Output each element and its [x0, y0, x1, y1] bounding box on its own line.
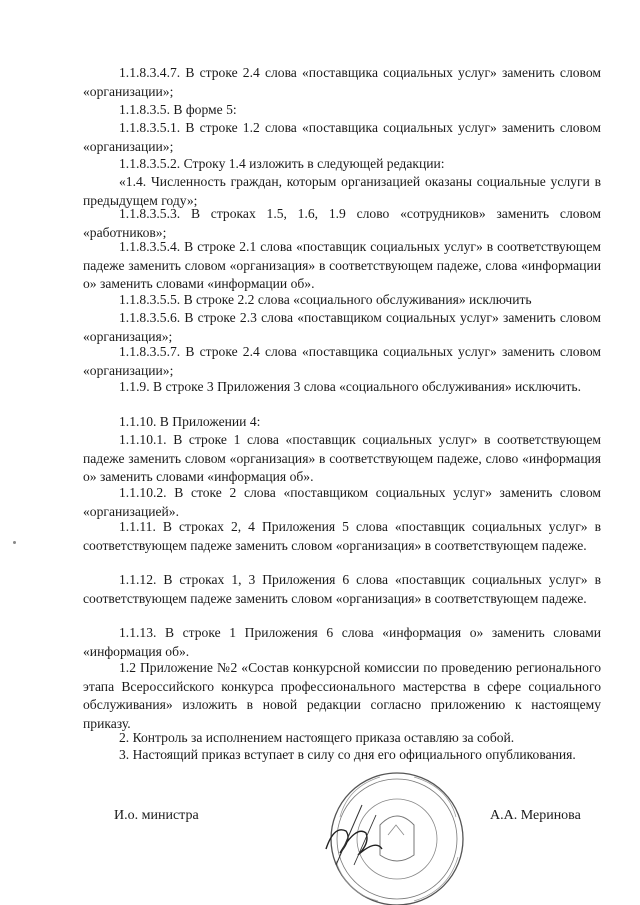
paragraph: 2. Контроль за исполнением настоящего приказа оставляю за собой.	[119, 730, 515, 745]
paragraph: 1.1.8.3.5.1. В строке 1.2 слова «поставщика социальных услуг» заменить словом «организации»;	[83, 120, 601, 154]
paragraph: 1.1.11. В строках 2, 4 Приложения 5 слова «поставщик социальных услуг» в соответствующем падеже заменить словом «организация» в соответствующем падеже.	[83, 519, 601, 553]
paragraph: 1.1.8.3.5. В форме 5:	[119, 102, 237, 117]
paragraph: 1.1.8.3.5.2. Строку 1.4 изложить в следующей редакции:	[119, 156, 445, 171]
paragraph: 1.1.10.2. В стоке 2 слова «поставщиком социальных услуг» заменить словом «организацией».	[83, 485, 601, 519]
signatory-name: А.А. Меринова	[490, 808, 581, 823]
paragraph: «1.4. Численность граждан, которым организацией оказаны социальные услуги в предыдущем году»;	[83, 174, 601, 208]
paragraph: 1.1.8.3.5.3. В строках 1.5, 1.6, 1.9 слово «сотрудников» заменить словом «работников»;	[83, 206, 601, 240]
paragraph: 1.1.9. В строке 3 Приложения 3 слова «социального обслуживания» исключить.	[119, 379, 582, 394]
paragraph: 1.1.8.3.4.7. В строке 2.4 слова «поставщика социальных услуг» заменить словом «организации»;	[83, 65, 601, 99]
paragraph: 1.1.8.3.5.4. В строке 2.1 слова «поставщик социальных услуг» в соответствующем падеже заменить словом «организация» в соответствующем падеже, слова «информации о» заменить словами «информации об».	[83, 239, 601, 292]
paragraph: 1.2 Приложение №2 «Состав конкурсной комиссии по проведению регионального этапа Всероссийского конкурса профессионального мастерства в сфере социального обслуживания» изложить в новой редакции согласно приложению к настоящему приказу.	[83, 660, 601, 731]
official-seal-icon	[318, 765, 476, 905]
paragraph: 1.1.13. В строке 1 Приложения 6 слова «информация о» заменить словами «информация об».	[83, 625, 601, 659]
paragraph: 1.1.10.1. В строке 1 слова «поставщик социальных услуг» в соответствующем падеже заменить словом «организация» в соответствующем падеже, слово «информация о» заменить словами «информация об».	[83, 432, 601, 485]
paragraph: 1.1.8.3.5.6. В строке 2.3 слова «поставщиком социальных услуг» заменить словом «организация»;	[83, 310, 601, 344]
signatory-position: И.о. министра	[114, 808, 199, 823]
paragraph: 3. Настоящий приказ вступает в силу со дня его официального опубликования.	[119, 747, 576, 762]
scan-speck	[13, 541, 16, 544]
paragraph: 1.1.10. В Приложении 4:	[119, 414, 261, 429]
paragraph: 1.1.8.3.5.5. В строке 2.2 слова «социального обслуживания» исключить	[119, 292, 532, 307]
paragraph: 1.1.12. В строках 1, 3 Приложения 6 слова «поставщик социальных услуг» в соответствующем падеже заменить словом «организация» в соответствующем падеже.	[83, 572, 601, 606]
paragraph: 1.1.8.3.5.7. В строке 2.4 слова «поставщика социальных услуг» заменить словом «организации»;	[83, 344, 601, 378]
